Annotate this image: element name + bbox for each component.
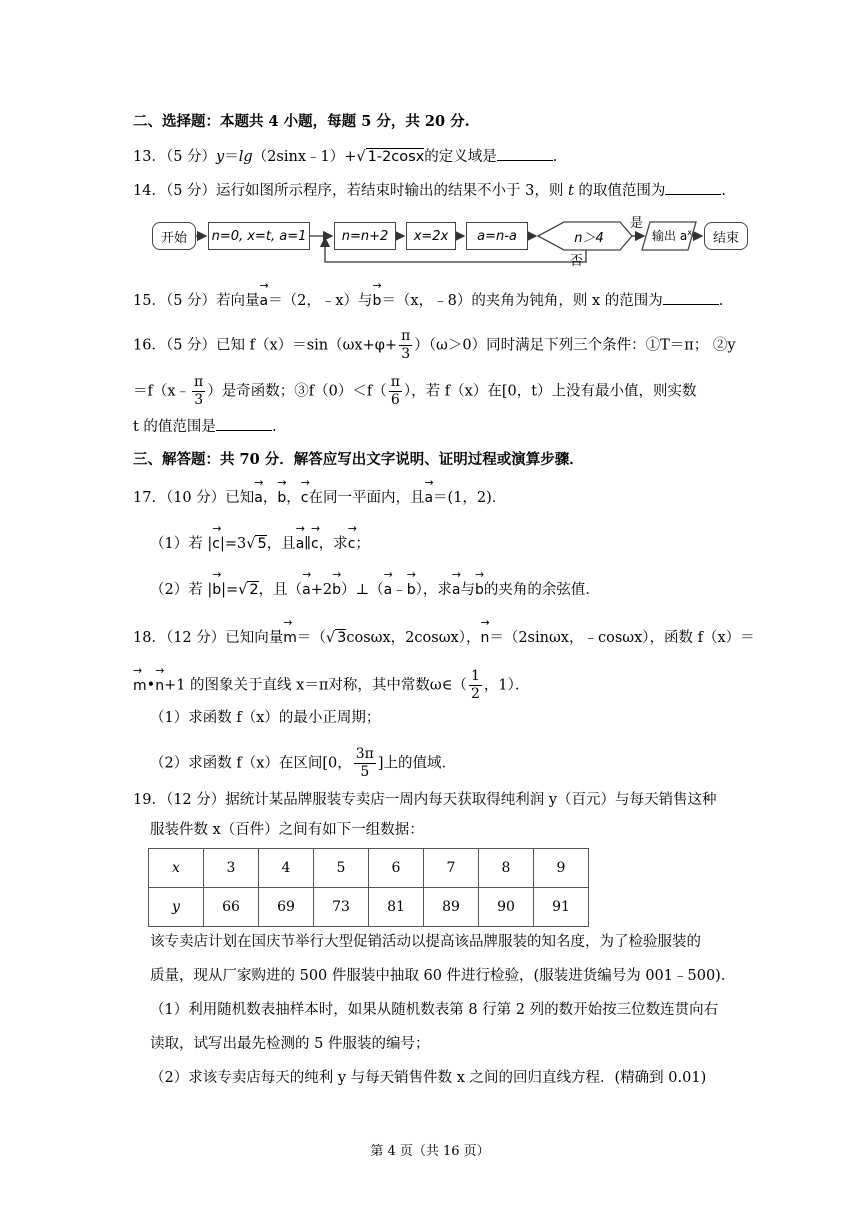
answer-blank <box>216 416 272 431</box>
flowchart-yes-label: 是 <box>630 216 644 231</box>
question-17-stem: 17．（10 分）已知→ a，→ b，→ c在同一平面内，且→ a＝(1，2)． <box>133 488 506 508</box>
question-18-part-1: （1）求函数 f（x）的最小正周期； <box>150 710 381 726</box>
flowchart-init: n=0, x=t, a=1 <box>208 222 310 250</box>
flowchart-no-label: 否 <box>570 254 584 269</box>
sqrt-sign: √ <box>356 149 366 165</box>
table-cell: 91 <box>534 888 589 927</box>
page-footer: 第 4 页（共 16 页） <box>370 1144 490 1159</box>
section-answer-header: 三、解答题：共 70 分．解答应写出文字说明、证明过程或演算步骤． <box>133 451 584 468</box>
table-cell: 66 <box>204 888 259 927</box>
table-cell: 8 <box>479 849 534 888</box>
table-cell: 89 <box>424 888 479 927</box>
answer-blank <box>497 146 553 161</box>
table-cell: y <box>149 888 204 927</box>
question-19-para-1: 该专卖店计划在国庆节举行大型促销活动以提高该品牌服装的知名度，为了检验服装的 <box>150 934 701 950</box>
question-17-part-1: （1）若 |→ c|=3√ 5，且→ a∥→ c，求→ c； <box>150 534 370 554</box>
question-13: 13．（5 分）y＝lg（2sinx﹣1）+√ 1-2cosx的定义域是 . <box>133 146 557 167</box>
question-19-line-1: 19．（12 分）据统计某品牌服装专卖店一周内每天获取得纯利润 y（百元）与每天销售这种 <box>133 792 717 808</box>
table-row-y <box>149 888 589 927</box>
flowchart-start: 开始 <box>152 222 196 250</box>
table-cell: 90 <box>479 888 534 927</box>
flowchart-end: 结束 <box>704 222 748 250</box>
table-cell: 4 <box>259 849 314 888</box>
table-cell: 6 <box>369 849 424 888</box>
answer-blank <box>663 290 719 305</box>
program-flowchart <box>150 212 750 272</box>
table-cell: x <box>149 849 204 888</box>
question-14: 14．（5 分）运行如图所示程序，若结束时输出的结果不小于 3，则 t 的取值范围为 . <box>133 180 726 201</box>
table-cell: 69 <box>259 888 314 927</box>
question-16-line-1: 16．（5 分）已知 f（x）＝sin（ωx+φ+ $\frac{\pi}{3}$ ）（ω＞0）同时满足下列三个条件：①T＝π； ②y <box>133 328 736 362</box>
question-19-part-2: （2）求该专卖店每天的纯利 y 与每天销售件数 x 之间的回归直线方程．(精确到 0.01) <box>150 1070 707 1086</box>
table-cell: 5 <box>314 849 369 888</box>
question-18-line-1: 18．（12 分）已知向量→ m＝（√ 3cosωx，2cosωx），→ n＝（2sinωx，﹣cosωx），函数 f（x）＝ <box>133 628 755 648</box>
flowchart-step-a: a=n-a <box>466 222 528 250</box>
answer-blank <box>665 180 721 195</box>
flowchart-step-n: n=n+2 <box>334 222 396 250</box>
table-cell: 81 <box>369 888 424 927</box>
flowchart-condition: n＞4 <box>574 231 604 246</box>
question-16-line-3: t 的值范围是 . <box>133 416 277 437</box>
question-18-part-2: （2）求函数 f（x）在区间[0， $\frac{3\pi}{5}$ ]上的值域． <box>150 746 457 780</box>
question-19-part-1b: 读取，试写出最先检测的 5 件服装的编号； <box>150 1036 430 1052</box>
question-15: 15．（5 分）若向量→ a＝（2，﹣x）与→ b＝（x，﹣8）的夹角为钝角，则 x 的范围为 . <box>133 290 723 311</box>
table-cell: 9 <box>534 849 589 888</box>
sales-data-table <box>148 848 589 927</box>
question-18-line-2: → m•→ n+1 的图象关于直线 x＝π对称，其中常数ω∈（ $\frac{1}{2}$ ，1）． <box>133 668 529 703</box>
flowchart-step-x: x=2x <box>406 222 456 250</box>
question-19-para-2: 质量，现从厂家购进的 500 件服装中抽取 60 件进行检验，(服装进货编号为 001﹣500)． <box>150 968 736 984</box>
table-cell: 3 <box>204 849 259 888</box>
table-row-x <box>149 849 589 888</box>
table-cell: 7 <box>424 849 479 888</box>
table-cell: 73 <box>314 888 369 927</box>
question-19-line-2: 服装件数 x（百件）之间有如下一组数据： <box>150 822 424 838</box>
question-17-part-2: （2）若 |→ b|=√ 2，且（→ a+2→ b）⊥（→ a﹣→ b），求→ a与→ b的夹角的余弦值． <box>150 580 600 600</box>
question-19-part-1a: （1）利用随机数表抽样本时，如果从随机数表第 8 行第 2 列的数开始按三位数连贯向右 <box>150 1002 719 1018</box>
question-16-line-2: ＝f（x﹣ $\frac{\pi}{3}$ ）是奇函数；③f（0）＜f（ $\frac{\pi}{6}$ ），若 f（x）在[0，t）上没有最小值，则实数 <box>133 374 697 408</box>
flowchart-output: 输出 $a^x$ <box>652 228 692 243</box>
section-choice-header: 二、选择题：本题共 4 小题，每题 5 分，共 20 分. <box>133 113 470 130</box>
